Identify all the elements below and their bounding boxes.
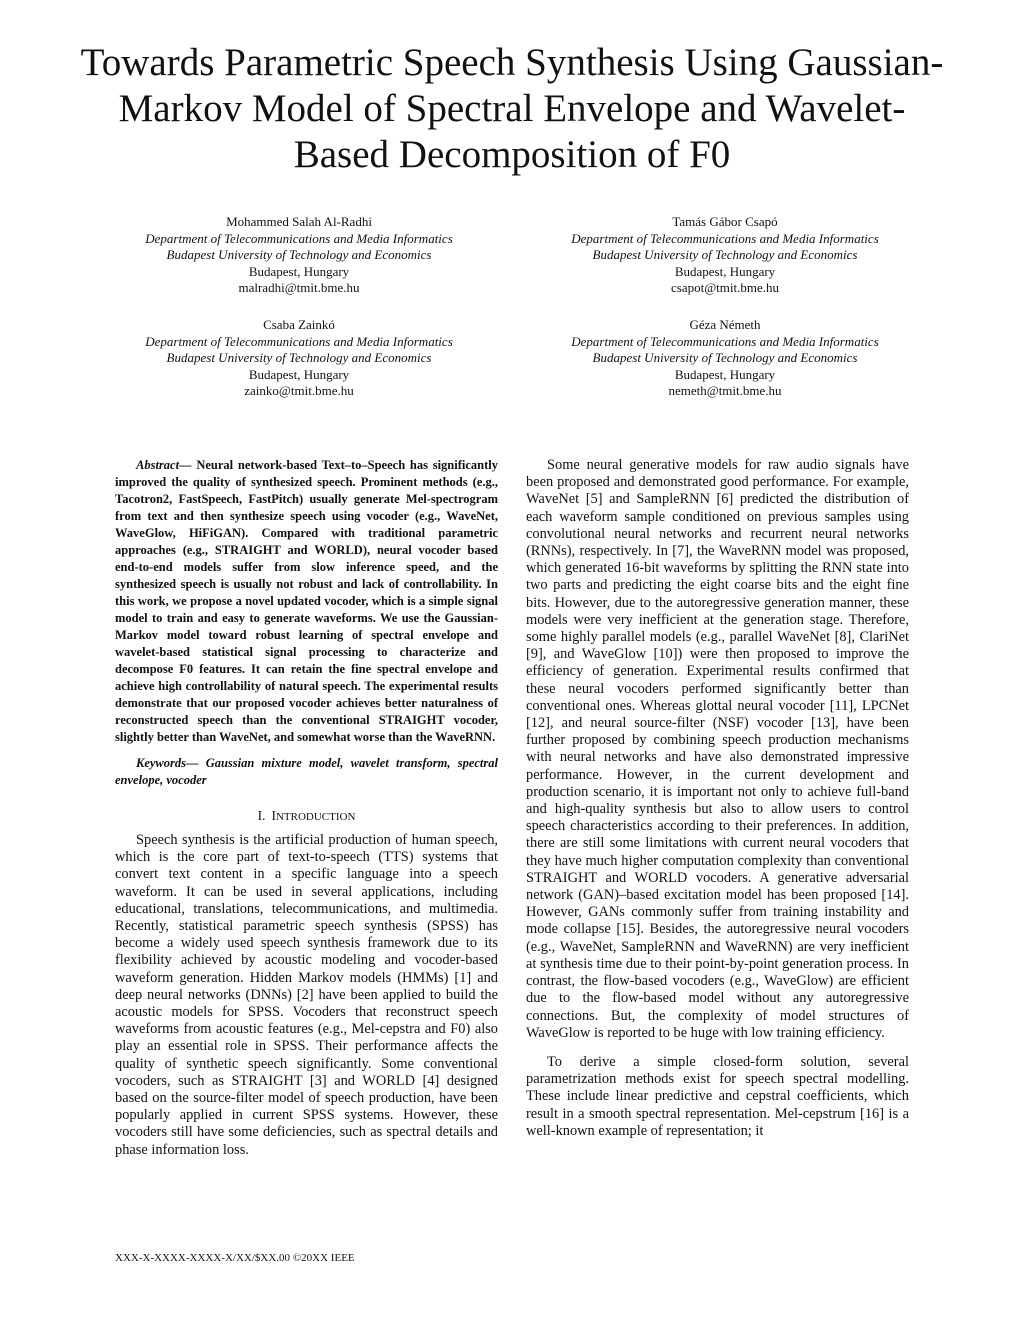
- keywords: Keywords— Gaussian mixture model, wavelet transform, spectral envelope, vocoder: [115, 756, 498, 787]
- author-department: Department of Telecommunications and Media Informatics: [571, 230, 879, 246]
- section-heading-introduction: [115, 807, 498, 826]
- abstract-label: Abstract—: [136, 458, 192, 472]
- author-block-2: [525, 214, 925, 297]
- section-number: I.: [257, 808, 266, 823]
- author-university: Budapest University of Technology and Economics: [592, 247, 858, 262]
- author-block-3: [99, 317, 499, 400]
- author-email: csapot@tmit.bme.hu: [670, 280, 779, 295]
- author-block-4: [525, 317, 925, 400]
- author-email: nemeth@tmit.bme.hu: [668, 383, 782, 398]
- author-city: Budapest, Hungary: [248, 366, 350, 382]
- author-university: Budapest University of Technology and Economics: [592, 350, 858, 365]
- section-title-initial: I: [271, 808, 276, 823]
- copyright-footer: XXX-X-XXXX-XXXX-X/XX/$XX.00 ©20XX IEEE: [115, 1252, 355, 1264]
- author-city: Budapest, Hungary: [674, 263, 776, 279]
- author-email: malradhi@tmit.bme.hu: [238, 280, 360, 295]
- abstract-text: Neural network-based Text–to–Speech has significantly improved the quality of synthesized speech. Prominent methods (e.g., Tacotron2, FastSpeech, FastPitch) usually generate Mel-spectrogram from text and then synthesize speech using vocoder (e.g., WaveNet, WaveGlow, HiFiGAN). Compared with traditional parametric approaches (e.g., STRAIGHT and WORLD), neural vocoder based end-to-end models suffer from slow inference speed, and the synthesized speech is usually not robust and lack of controllability. In this work, we propose a novel updated vocoder, which is a simple signal model to train and easy to generate waveforms. We use the Gaussian-Markov model toward robust learning of spectral envelope and wavelet-based statistical signal processing to characterize and decompose F0 features. It can retain the fine spectral envelope and achieve high controllability of natural speech. The experimental results demonstrate that our proposed vocoder achieves better naturalness of reconstructed speech than the conventional STRAIGHT vocoder, slightly better than WaveNet, and somewhat worse than the WaveRNN.: [115, 458, 499, 744]
- author-name: Mohammed Salah Al-Radhi: [226, 214, 372, 229]
- author-department: Department of Telecommunications and Media Informatics: [145, 333, 453, 349]
- author-block-1: [99, 214, 499, 297]
- section-title-rest: NTRODUCTION: [275, 811, 356, 823]
- body-paragraph-1: Some neural generative models for raw audio signals have been proposed and demonstrated good performance. For example, WaveNet [5] and SampleRNN [6] predicted the distribution of each waveform sample conditioned on previous samples using convolutional neural networks and recurrent neural networks (RNNs), respectively. In [7], the WaveRNN model was proposed, which generated 16-bit waveforms by splitting the RNN state into two parts and predicting the eight coarse bits and the eight fine bits. However, due to the autoregressive generation manner, these models were very inefficient at the generation stage. Therefore, some highly parallel models (e.g., parallel WaveNet [8], ClariNet [9], and WaveGlow [10]) were then proposed to improve the efficiency of generation. Experimental results confirmed that these neural vocoders performed significantly better than conventional ones. Whereas glottal neural vocoder [11], LPCNet [12], and neural source-filter (NSF) vocoder [13], have been further proposed by combining speech production mechanisms with neural networks and have also demonstrated impressive performance. However, in the current development and production scenario, it is important not only to achieve full-band and high-quality synthesis but also to allow users to control speech characteristics according to their preferences. In addition, there are still some limitations with current neural vocoders that they have much higher computation complexity than conventional STRAIGHT and WORLD vocoders. A generative adversarial network (GAN)–based excitation model has been proposed [14]. However, GANs commonly suffer from training instability and mode collapse [15]. Besides, the autoregressive neural vocoders (e.g., WaveNet, SampleRNN and WaveRNN) are very inefficient at synthesis time due to their point-by-point generation process. In contrast, the flow-based vocoders (e.g., WaveGlow) are efficient due to the flow-based model without any autoregressive connections. But, the complexity of model structures of WaveGlow is reported to be huge with low training efficiency.: [526, 457, 909, 1041]
- author-department: Department of Telecommunications and Media Informatics: [145, 230, 453, 246]
- abstract: [115, 457, 498, 746]
- author-university: Budapest University of Technology and Economics: [166, 247, 432, 262]
- author-department: Department of Telecommunications and Media Informatics: [571, 333, 879, 349]
- author-name: Tamás Gábor Csapó: [672, 214, 778, 229]
- body-paragraph-2: To derive a simple closed-form solution, several parametrization methods exist for speech spectral modelling. These include linear predictive and cepstral coefficients, which result in a smooth spectral representation. Mel-cepstrum [16] is a well-known example of representation; it: [526, 1053, 909, 1139]
- author-city: Budapest, Hungary: [248, 263, 350, 279]
- right-column: [526, 457, 909, 1140]
- author-name: Géza Németh: [689, 317, 761, 332]
- author-city: Budapest, Hungary: [674, 366, 776, 382]
- paper-title: Towards Parametric Speech Synthesis Using Gaussian-Markov Model of Spectral Envelope and Wavelet-Based Decomposition of F0: [80, 41, 944, 176]
- intro-paragraph-1: Speech synthesis is the artificial production of human speech, which is the core part of text-to-speech (TTS) systems that convert text content in a specific language into a speech waveform. It can be used in several applications, including educational, translations, telecommunications, and multimedia. Recently, statistical parametric speech synthesis (SPSS) has become a widely used speech synthesis framework due to its flexibility achieved by acoustic modeling and vocoder-based waveform generation. Hidden Markov models (HMMs) [1] and deep neural networks (DNNs) [2] have been applied to build the acoustic models for SPSS. Vocoders that reconstruct speech waveforms from acoustic features (e.g., Mel-cepstra and F0) also play an essential role in SPSS. Their performance affects the quality of synthetic speech significantly. Some conventional vocoders, such as STRAIGHT [3] and WORLD [4] designed based on the source-filter model of speech production, have been popularly applied in current SPSS systems. However, these vocoders still have some deficiencies, such as spectral details and phase information loss.: [115, 832, 498, 1158]
- author-email: zainko@tmit.bme.hu: [244, 383, 354, 398]
- author-name: Csaba Zainkó: [263, 317, 335, 332]
- author-university: Budapest University of Technology and Economics: [166, 350, 432, 365]
- left-column: [115, 457, 498, 1159]
